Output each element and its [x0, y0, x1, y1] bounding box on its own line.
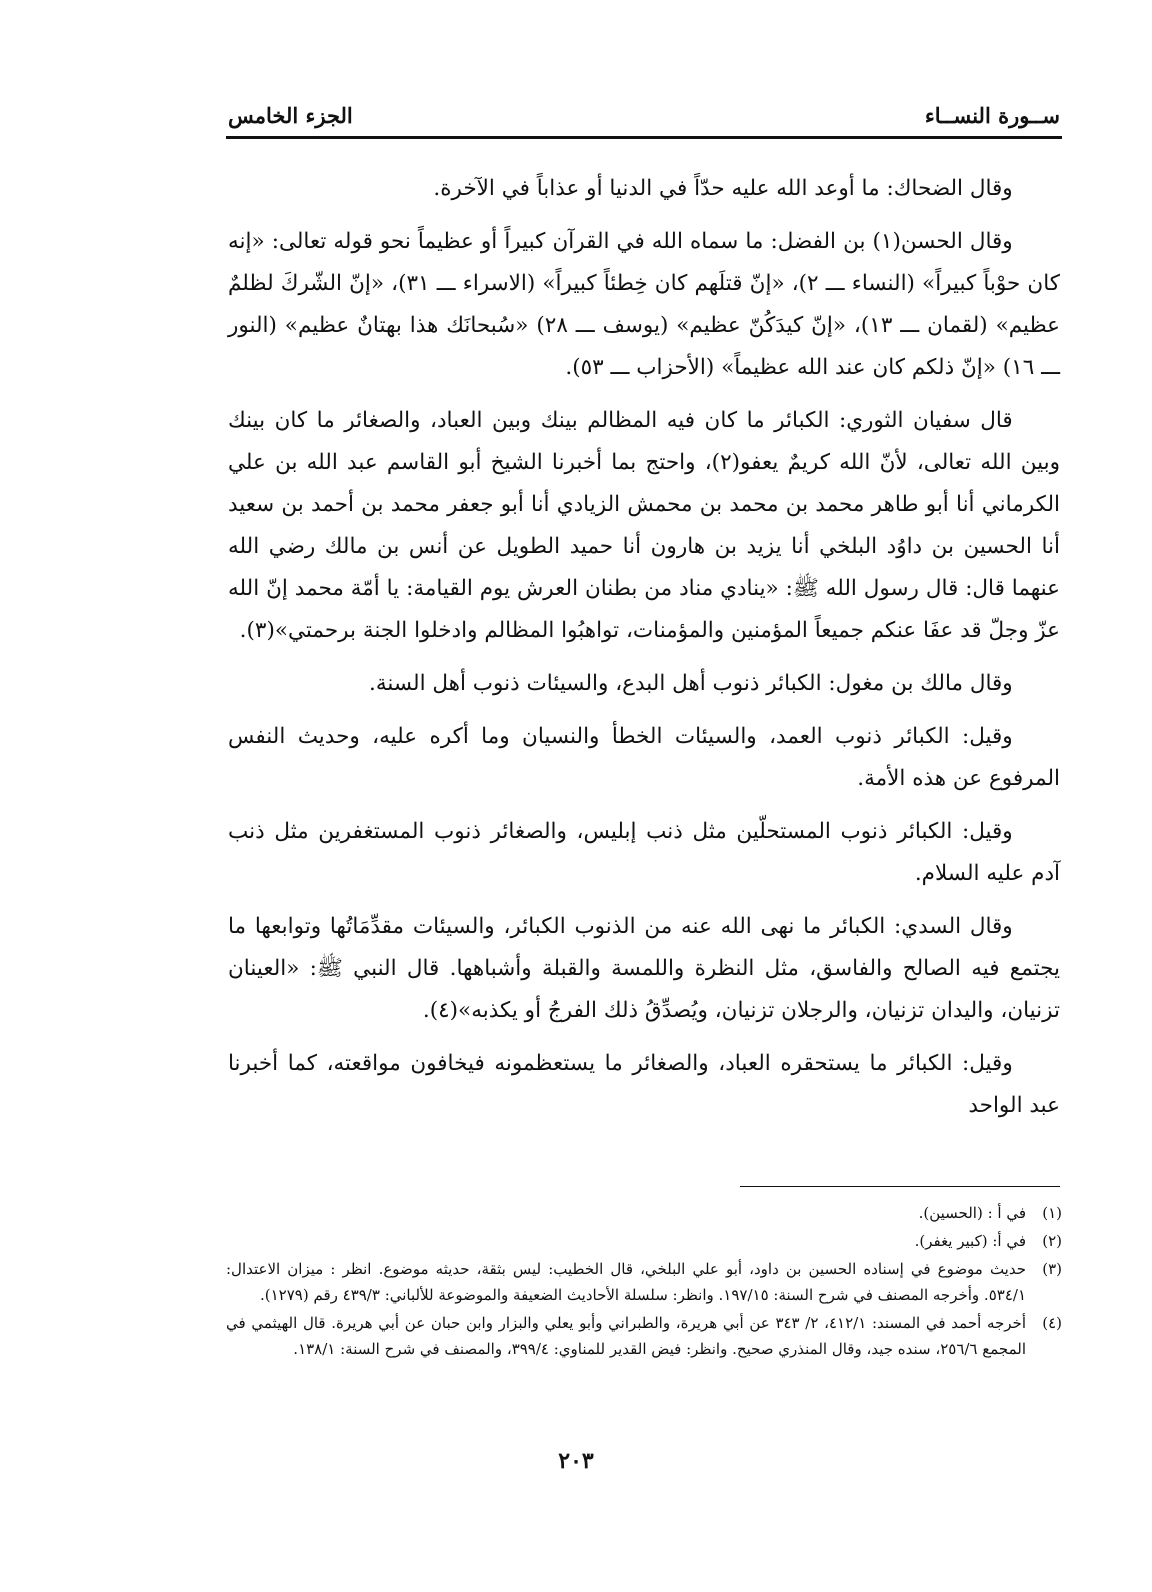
footnote-number: (٣) [1042, 1260, 1062, 1278]
footnote-number: (٤) [1042, 1314, 1062, 1332]
part-title: الجزء الخامس [228, 102, 353, 128]
paragraph: وقال مالك بن مغول: الكبائر ذنوب أهل البدع، والسيئات ذنوب أهل السنة. [368, 671, 1013, 696]
paragraph: قال سفيان الثوري: الكبائر ما كان فيه المظالم بينك وبين العباد، والصغائر ما كان بينك وبين الله تعالى، لأنّ الله كريمٌ يعفو(٢)، واحتج بما أخبرنا الشيخ أبو القاسم عبد الله بن علي الكرماني أنا أبو طاهر محمد بن محمد بن محمش الزيادي أنا أبو جعفر محمد بن أحمد بن سعيد أنا الحسين بن داوُد البلخي أنا يزيد بن هارون أنا حميد الطويل عن أنس بن مالك رضي الله عنهما قال: قال رسول الله ﷺ: «ينادي مناد من بطنان العرش يوم القيامة: يا أمّة محمد إنّ الله عزّ وجلّ قد عفَا عنكم جميعاً المؤمنين والمؤمنات، تواهبُوا المظالم وادخلوا الجنة برحمتي»(٣). [228, 408, 1060, 643]
footnote-text: في أ: (كبير يغفر). [914, 1232, 1026, 1250]
paragraph: وقيل: الكبائر ما يستحقره العباد، والصغائر ما يستعظمونه فيخافون مواقعته، كما أخبرنا عبد الواحد [228, 1051, 1060, 1118]
footnote-number: (١) [1042, 1204, 1062, 1222]
footnote-number: (٢) [1042, 1232, 1062, 1250]
footnote-rule [740, 1186, 1060, 1187]
footnote [226, 1310, 1062, 1362]
footnote [226, 1200, 1062, 1226]
paragraph: وقال السدي: الكبائر ما نهى الله عنه من الذنوب الكبائر، والسيئات مقدِّمَاتُها وتوابعها ما يجتمع فيه الصالح والفاسق، مثل النظرة واللمسة والقبلة وأشباهها. قال النبي ﷺ: «العينان تزنيان، واليدان تزنيان، والرجلان تزنيان، ويُصدِّقُ ذلك الفرجُ أو يكذبه»(٤). [228, 914, 1060, 1023]
paragraph: وقيل: الكبائر ذنوب العمد، والسيئات الخطأ والنسيان وما أكره عليه، وحديث النفس المرفوع عن هذه الأمة. [228, 724, 1060, 791]
header-rule [226, 136, 1062, 139]
paragraph: وقال الضحاك: ما أوعد الله عليه حدّاً في الدنيا أو عذاباً في الآخرة. [433, 176, 1013, 201]
footnote [226, 1228, 1062, 1254]
footnote-text: في أ : (الحسين). [918, 1204, 1026, 1222]
main-text [228, 168, 1060, 1138]
page-number: ٢٠٣ [558, 1448, 594, 1474]
paragraph: وقال الحسن(١) بن الفضل: ما سماه الله في القرآن كبيراً أو عظيماً نحو قوله تعالى: «إنه كان حوْباً كبيراً» (النساء ـــ ٢)، «إنّ قتلَهم كان خِطئاً كبيراً» (الاسراء ـــ ٣١)، «إنّ الشّركَ لظلمٌ عظيم» (لقمان ـــ ١٣)، «إنّ كيدَكُنّ عظيم» (يوسف ـــ ٢٨) «سُبحانَك هذا بهتانٌ عظيم» (النور ـــ ١٦) «إنّ ذلكم كان عند الله عظيماً» (الأحزاب ـــ ٥٣). [228, 229, 1061, 380]
surah-title: ســورة النســاء [924, 102, 1060, 128]
footnote [226, 1256, 1062, 1308]
running-header [228, 98, 1060, 132]
footnotes [226, 1200, 1062, 1364]
footnote-text: أخرجه أحمد في المسند: ٤١٢/١، ٢/ ٣٤٣ عن أبي هريرة، والطبراني وأبو يعلي والبزار وابن حبان عن أبي هريرة. قال الهيثمي في المجمع ٢٥٦/٦، سنده جيد، وقال المنذري صحيح. وانظر: فيض القدير للمناوي: ٣٩٩/٤، والمصنف في شرح السنة: ١٣٨/١. [226, 1314, 1026, 1358]
footnote-text: حديث موضوع في إسناده الحسين بن داود، أبو علي البلخي، قال الخطيب: ليس بثقة، حديثه موضوع. انظر : ميزان الاعتدال: ٥٣٤/١. وأخرجه المصنف في شرح السنة: ١٩٧/١٥. وانظر: سلسلة الأحاديث الضعيفة والموضوعة للألباني: ٤٣٩/٣ رقم (١٢٧٩). [226, 1260, 1026, 1304]
paragraph: وقيل: الكبائر ذنوب المستحلّين مثل ذنب إبليس، والصغائر ذنوب المستغفرين مثل ذنب آدم عليه السلام. [228, 819, 1060, 886]
